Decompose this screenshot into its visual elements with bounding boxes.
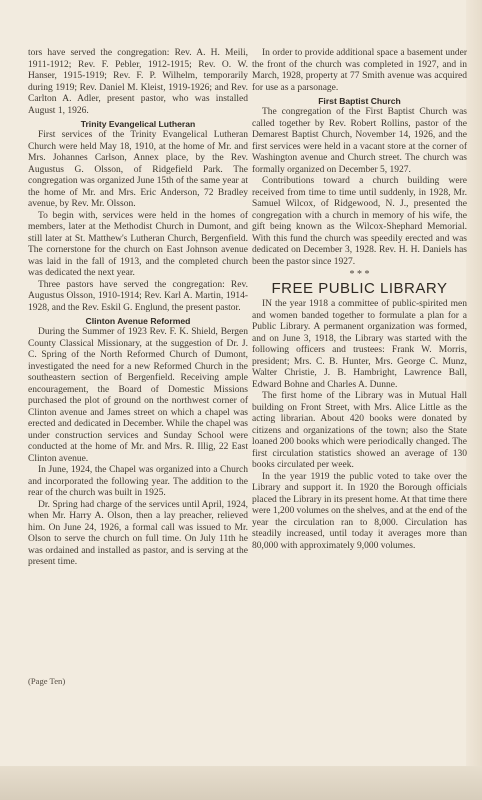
right-column: [252, 48, 467, 552]
paragraph: In June, 1924, the Chapel was organized into a Church and incorporated the following year. The addition to the rear of the church was built in 1925.: [28, 465, 248, 498]
page-edge: [466, 0, 482, 800]
section-heading-clinton-avenue-reformed: Clinton Avenue Reformed: [85, 316, 191, 326]
section-heading-free-public-library: FREE PUBLIC LIBRARY: [271, 280, 448, 297]
page-number-footer: (Page Ten): [28, 676, 66, 686]
paragraph: Dr. Spring had charge of the services until April, 1924, when Mr. Harry A. Olson, then a lay preacher, relieved him. On June 24, 1926, a formal call was issued to Mr. Olson to serve the church on full time. On July 11th he was ordained and installed as pastor, and is serving at the present time.: [28, 499, 248, 567]
paragraph: The first home of the Library was in Mutual Hall building on Front Street, with Mrs. Alice Little as the acting librarian. About 420 books were donated by citizens and organizations of the town; also the State loaned 200 books which were periodically changed. The first circulation statistics showed an average of 130 books circulated per week.: [252, 391, 467, 470]
left-column: [28, 48, 248, 569]
page-bottom-band: [0, 766, 482, 800]
paragraph: To begin with, services were held in the homes of members, later at the Methodist Church in Dumont, and still later at St. Matthew's Lutheran Church, Bergenfield. The cornerstone for the church on East Johnson avenue was laid in the fall of 1913, and the completed church was dedicated the next year.: [28, 210, 248, 278]
section-divider-stars: * * *: [349, 269, 370, 280]
paragraph: Three pastors have served the congregation: Rev. Augustus Olsson, 1910-1914; Rev. Karl A. Martin, 1914-1928, and the Rev. Eskil G. Englund, the present pastor.: [28, 279, 248, 313]
paragraph: During the Summer of 1923 Rev. F. K. Shield, Bergen County Classical Missionary, at the suggestion of Dr. J. C. Spring of the North Reformed Church of Dumont, investigated the need for a new Reformed Church in the southeastern section of Bergenfield. Receiving ample encouragement, the Board of Domestic Missions purchased the plot of ground on the northwest corner of Clinton avenue and James street on which a chapel was erected and dedicated in December. While the chapel was under construction services and Sunday School were conducted at the home of Mr. and Mrs. R. Illig, 22 East Clinton avenue.: [28, 327, 248, 464]
paragraph: The congregation of the First Baptist Church was called together by Rev. Robert Rollins, pastor of the Demarest Baptist Church, November 14, 1926, and the first services were held in a vacant store at the corner of Washington avenue and Church street. The church was formally organized on December 5, 1927.: [252, 107, 467, 175]
paragraph: In the year 1919 the public voted to take over the Library and support it. In 1920 the Borough officials placed the Library in its present home. At that time there were 1,200 volumes on the shelves, and at the end of the year the circulation ran to 8,000. Circulation has steadily increased, until today it averages more than 80,000 with approximately 9,000 volumes.: [252, 471, 468, 551]
section-heading-first-baptist: First Baptist Church: [318, 96, 401, 106]
section-heading-trinity-lutheran: Trinity Evangelical Lutheran: [80, 119, 196, 129]
paragraph: First services of the Trinity Evangelical Lutheran Church were held May 18, 1910, at the home of Mr. and Mrs. Johannes Carlson, Annex place, by the Rev. Augustus G. Olsson, of Ridgefield Park. The congregation was organized June 15th of the same year at the home of Mr. and Mrs. Eric Anderson, 72 Bradley avenue, by Rev. Mr. Olsson.: [28, 130, 248, 209]
paragraph: tors have served the congregation: Rev. A. H. Meili, 1911-1912; Rev. F. Pebler, 1912-1915; Rev. O. W. Hanser, 1915-1919; Rev. F. P. Wilhelm, temporarily during 1919; Rev. Daniel M. Kleist, 1919-1926; and Rev. Carlton A. Adler, present pastor, who was installed August 1, 1926.: [28, 48, 248, 116]
paragraph: Contributions toward a church building were received from time to time until suddenly, in 1928, Mr. Samuel Wilcox, of Ridgewood, N. J., presented the congregation with a church in memory of his wife, the gift being known as the Wilcox-Shephard Memorial. With this fund the church was speedily erected and was dedicated on December 3, 1928. Rev. H. H. Daniels has been the pastor since 1927.: [252, 176, 467, 267]
paragraph: IN the year 1918 a committee of public-spirited men and women banded together to formulate a plan for a Public Library. A permanent organization was formed, and on June 3, 1918, the Library was started with the following officers and trustees: Frank W. Morris, president; Mrs. C. B. Hunter, Mrs. George C. Munz, Walter Christie, J. B. Hambright, Lawrence Ball, Edward Bohne and Charles A. Dunne.: [252, 299, 467, 390]
paragraph: In order to provide additional space a basement under the front of the church was completed in 1927, and in March, 1928, property at 77 Smith avenue was acquired for use as a parsonage.: [252, 48, 467, 93]
